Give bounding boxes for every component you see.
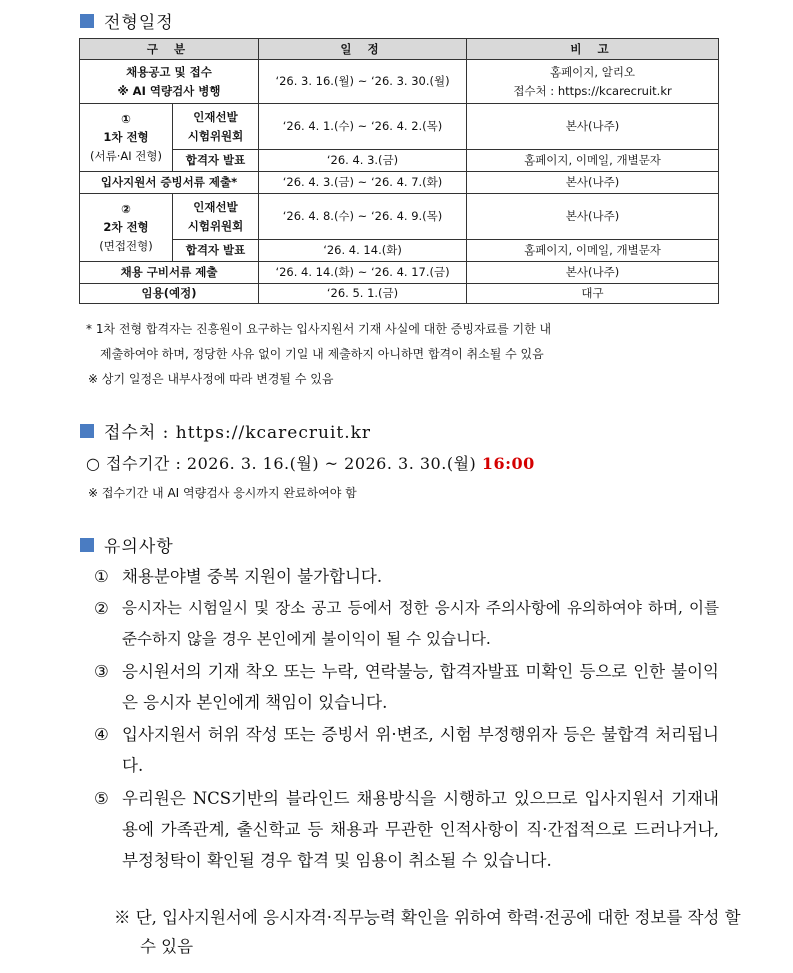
date-cell: ‘26. 4. 8.(수) ~ ‘26. 4. 9.(목) (259, 194, 467, 240)
date-cell: ‘26. 4. 1.(수) ~ ‘26. 4. 2.(목) (259, 104, 467, 150)
table-row (80, 60, 719, 104)
apply-note: ※ 접수기간 내 AI 역량검사 응시까지 완료하여야 함 (88, 486, 357, 500)
note-cell: 대구 (467, 284, 719, 304)
date-cell: ‘26. 4. 3.(금) (259, 150, 467, 172)
schedule-section-heading (80, 8, 174, 33)
table-row (80, 262, 719, 284)
label-cell: 합격자 발표 (173, 150, 259, 172)
stage1-cell: ① 1차 전형 (서류·AI 전형) (80, 104, 173, 172)
caution-item: ② 응시자는 시험일시 및 장소 공고 등에서 정한 응시자 주의사항에 유의하여야 하며, 이를 준수하지 않을 경우 본인에게 불이익이 될 수 있습니다. (94, 599, 719, 648)
stage2-cell: ② 2차 전형 (면접전형) (80, 194, 173, 262)
caution-sub-note: ※ 단, 입사지원서에 응시자격·직무능력 확인을 위하여 학력·전공에 대한 정보를 작성 할 수 있음 (114, 908, 741, 956)
header-date: 일 정 (259, 39, 467, 60)
caution-item: ⑤ 우리원은 NCS기반의 블라인드 채용방식을 시행하고 있으므로 입사지원서 기재내용에 가족관계, 출신학교 등 채용과 무관한 인적사항이 직·간접적으로 드러나거나, 부정청탁이 확인될 경우 합격 및 임용이 취소될 수 있습니다. (94, 789, 719, 870)
caution-item: ④ 입사지원서 허위 작성 또는 증빙서 위·변조, 시험 부정행위자 등은 불합격 처리됩니다. (94, 725, 719, 775)
table-row (80, 104, 719, 150)
caution-item: ③ 응시원서의 기재 착오 또는 누락, 연락불능, 합격자발표 미확인 등으로 인한 불이익은 응시자 본인에게 책임이 있습니다. (94, 662, 719, 712)
date-cell: ‘26. 3. 16.(월) ~ ‘26. 3. 30.(월) (259, 60, 467, 104)
label-cell: 인재선발 시험위원회 (173, 104, 259, 150)
table-header-row (80, 39, 719, 60)
footnote: ※ 상기 일정은 내부사정에 따라 변경될 수 있음 (88, 372, 334, 386)
section-bullet-icon (80, 424, 94, 438)
section-bullet-icon (80, 538, 94, 552)
section-title: 유의사항 (104, 537, 174, 557)
note-cell: 본사(나주) (467, 194, 719, 240)
caution-item: ① 채용분야별 중복 지원이 불가합니다. (94, 567, 383, 586)
section-bullet-icon (80, 14, 94, 28)
footnote: 제출하여야 하며, 정당한 사유 없이 기일 내 제출하지 아니하면 합격이 취소될 수 있음 (100, 347, 544, 361)
apply-period: ○ 접수기간 : 2026. 3. 16.(월) ~ 2026. 3. 30.(월) 16:00 (86, 454, 535, 473)
note-cell: 본사(나주) (467, 172, 719, 194)
section-title: 접수처 : https://kcarecruit.kr (104, 423, 372, 443)
apply-section-heading (80, 418, 371, 443)
section-title: 전형일정 (104, 13, 174, 33)
label-cell: 채용 구비서류 제출 (80, 262, 259, 284)
note-cell: 홈페이지, 이메일, 개별문자 (467, 150, 719, 172)
note-cell: 홈페이지, 알리오 접수처 : https://kcarecruit.kr (467, 60, 719, 104)
table-row (80, 240, 719, 262)
note-cell: 본사(나주) (467, 262, 719, 284)
table-row (80, 194, 719, 240)
table-row (80, 284, 719, 304)
footnote: * 1차 전형 합격자는 진흥원이 요구하는 입사지원서 기재 사실에 대한 증빙자료를 기한 내 (86, 322, 552, 336)
date-cell: ‘26. 4. 14.(화) ~ ‘26. 4. 17.(금) (259, 262, 467, 284)
category-cell: 채용공고 및 접수 ※ AI 역량검사 병행 (80, 60, 259, 104)
table-row (80, 150, 719, 172)
caution-section-heading (80, 532, 174, 557)
note-cell: 홈페이지, 이메일, 개별문자 (467, 240, 719, 262)
label-cell: 인재선발 시험위원회 (173, 194, 259, 240)
deadline-time: 16:00 (481, 454, 535, 473)
schedule-table (79, 38, 719, 304)
date-cell: ‘26. 4. 14.(화) (259, 240, 467, 262)
note-cell: 본사(나주) (467, 104, 719, 150)
header-category: 구 분 (80, 39, 259, 60)
date-cell: ‘26. 5. 1.(금) (259, 284, 467, 304)
label-cell: 입사지원서 증빙서류 제출* (80, 172, 259, 194)
date-cell: ‘26. 4. 3.(금) ~ ‘26. 4. 7.(화) (259, 172, 467, 194)
label-cell: 합격자 발표 (173, 240, 259, 262)
label-cell: 임용(예정) (80, 284, 259, 304)
table-row (80, 172, 719, 194)
header-note: 비 고 (467, 39, 719, 60)
